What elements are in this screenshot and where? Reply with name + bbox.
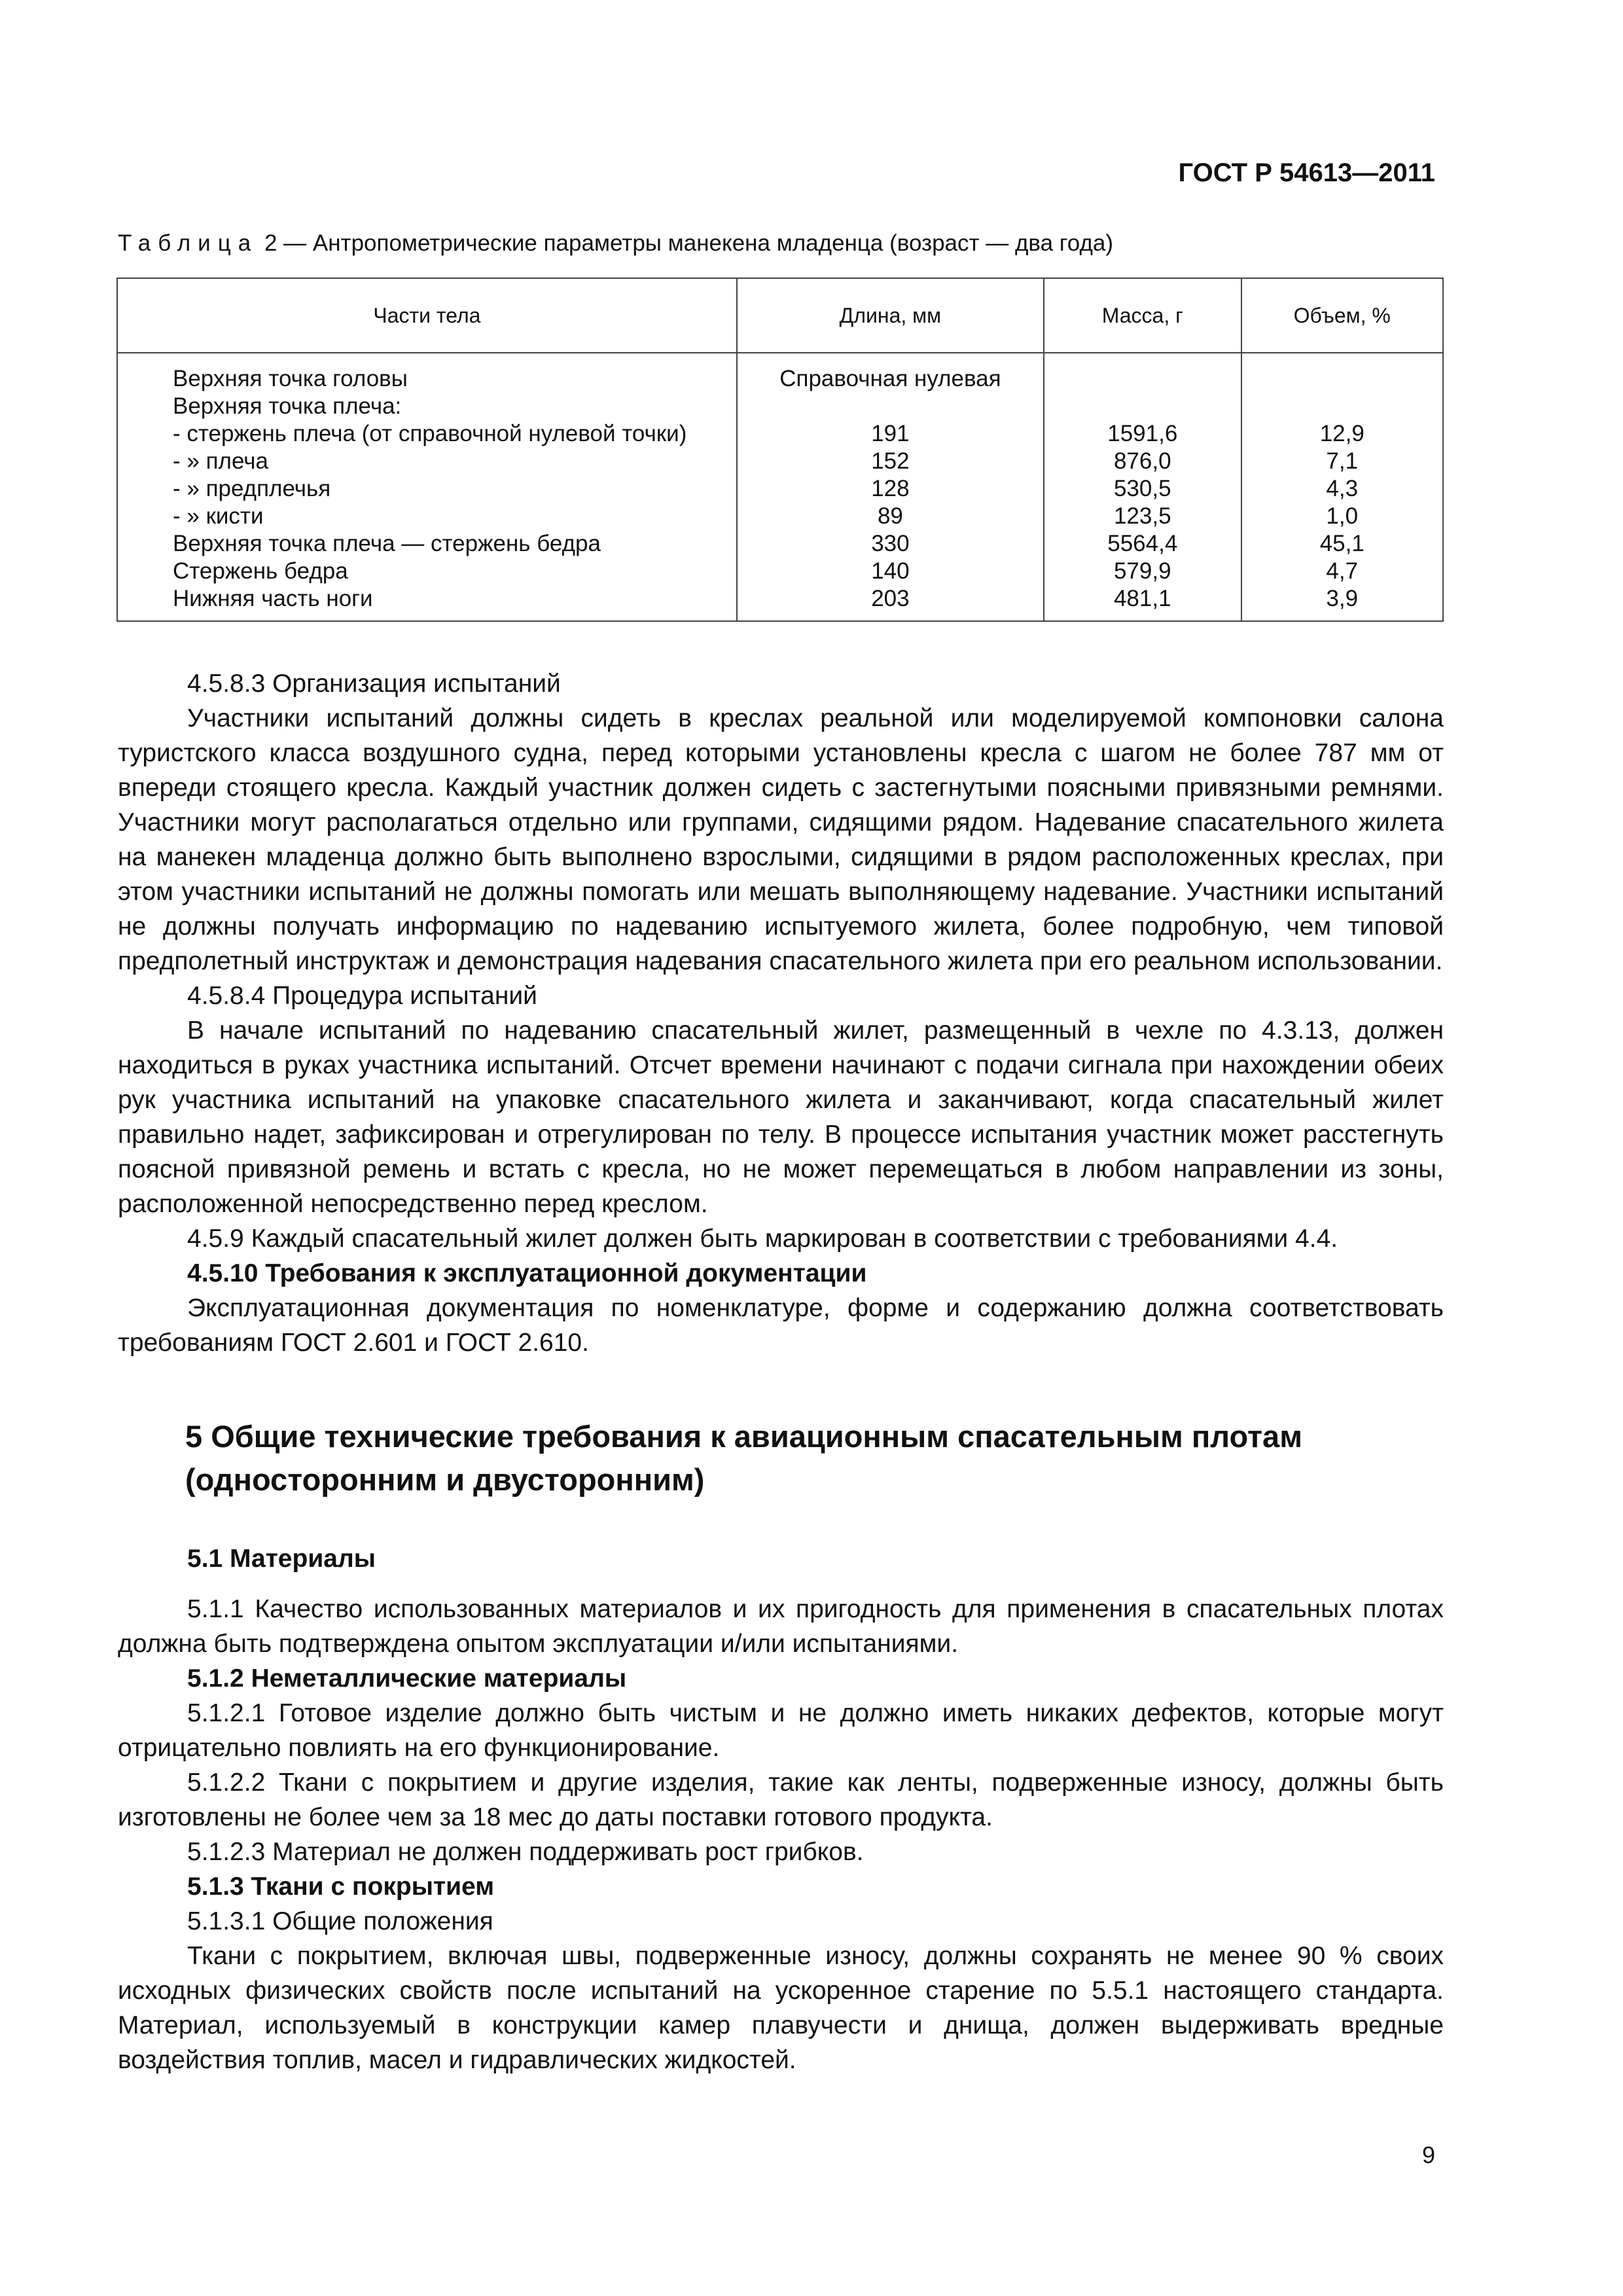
paragraph: 5.1.2.2 Ткани с покрытием и другие изделия, такие как ленты, подверженные износу, должны быть изготовлены не более чем за 18 мес до даты поставки готового продукта. xyxy=(118,1768,1444,1831)
subsection-heading: 5.1.2 Неметаллические материалы xyxy=(187,1664,627,1693)
paragraph: 4.5.9 Каждый спасательный жилет должен быть маркирован в соответствии с требованиями 4.4. xyxy=(187,1225,1338,1253)
cell-length: 152 xyxy=(737,448,1044,475)
cell-volume: 1,0 xyxy=(1241,503,1444,530)
cell-body-part: Верхняя точка плеча — стержень бедра xyxy=(117,530,737,558)
table-row xyxy=(117,558,1443,585)
paragraph: Участники испытаний должны сидеть в креслах реальной или моделируемой компоновки салона туристского класса воздушного судна, перед которыми установлены кресла с шагом не более 787 мм от впереди стоящего кресла. Каждый участник должен сидеть с застегнутыми поясными привязными ремнями. Участники могут располагаться отдельно или группами, сидящими рядом. Надевание спасательного жилета на манекен младенца должно быть выполнено взрослыми, сидящими в рядом расположенных креслах, при этом участники испытаний не должны помогать или мешать выполняющему надевание. Участники испытаний не должны получать информацию по надеванию испытуемого жилета, более подробную, чем типовой предполетный инструктаж и демонстрация надевания спасательного жилета при его реальном использовании. xyxy=(118,704,1444,975)
cell-mass: 530,5 xyxy=(1044,475,1241,503)
document-code: ГОСТ Р 54613—2011 xyxy=(1178,158,1435,187)
paragraph: Ткани с покрытием, включая швы, подверженные износу, должны сохранять не менее 90 % своих исходных физических свойств после испытаний на ускоренное старение по 5.5.1 настоящего стандарта. Материал, используемый в конструкции камер плавучести и днища, должен выдерживать вредные воздействия топлив, масел и гидравлических жидкостей. xyxy=(118,1942,1444,2074)
cell-length: 89 xyxy=(737,503,1044,530)
paragraph: 5.1.2.1 Готовое изделие должно быть чистым и не должно иметь никаких дефектов, которые могут отрицательно повлиять на его функционирование. xyxy=(118,1699,1444,1762)
cell-length: 203 xyxy=(737,585,1044,621)
cell-length: 140 xyxy=(737,558,1044,585)
column-header-body-parts: Части тела xyxy=(117,278,737,353)
cell-body-part: Стержень бедра xyxy=(117,558,737,585)
table-row xyxy=(117,420,1443,448)
cell-length xyxy=(737,393,1044,420)
paragraph: 5.1.2.3 Материал не должен поддерживать рост грибков. xyxy=(187,1838,864,1866)
cell-mass: 481,1 xyxy=(1044,585,1241,621)
subsection-heading: 5.1 Материалы xyxy=(187,1545,376,1573)
subsection-heading: 5.1.3 Ткани с покрытием xyxy=(187,1873,495,1901)
cell-volume: 4,7 xyxy=(1241,558,1444,585)
paragraph: 5.1.1 Качество использованных материалов и их пригодность для применения в спасательных плотах должна быть подтверждена опытом эксплуатации и/или испытаниями. xyxy=(118,1595,1444,1658)
cell-volume: 12,9 xyxy=(1241,420,1444,448)
cell-volume: 3,9 xyxy=(1241,585,1444,621)
cell-volume: 7,1 xyxy=(1241,448,1444,475)
cell-body-part: Нижняя часть ноги xyxy=(117,585,737,621)
table-row xyxy=(117,475,1443,503)
cell-length: 128 xyxy=(737,475,1044,503)
paragraph: Эксплуатационная документация по номенклатуре, форме и содержанию должна соответствовать требованиям ГОСТ 2.601 и ГОСТ 2.610. xyxy=(118,1294,1444,1357)
paragraph: 5.1.3.1 Общие положения xyxy=(187,1907,493,1935)
table-caption xyxy=(118,230,1113,257)
cell-body-part: Верхняя точка плеча: xyxy=(117,393,737,420)
section-5-heading: 5 Общие технические требования к авиационным спасательным плотам (односторонним и двусторонним) xyxy=(185,1419,1302,1497)
table-caption-prefix: Таблица xyxy=(118,230,259,256)
anthropometric-table xyxy=(116,278,1444,622)
cell-length: 191 xyxy=(737,420,1044,448)
cell-body-part: - » плеча xyxy=(117,448,737,475)
cell-volume: 45,1 xyxy=(1241,530,1444,558)
cell-length: Справочная нулевая xyxy=(737,353,1044,393)
cell-volume xyxy=(1241,393,1444,420)
column-header-length: Длина, мм xyxy=(737,278,1044,353)
cell-mass: 5564,4 xyxy=(1044,530,1241,558)
column-header-mass: Масса, г xyxy=(1044,278,1241,353)
cell-mass: 1591,6 xyxy=(1044,420,1241,448)
paragraph: 4.5.8.4 Процедура испытаний xyxy=(187,982,537,1010)
cell-volume: 4,3 xyxy=(1241,475,1444,503)
page-number: 9 xyxy=(1421,2142,1435,2168)
cell-body-part: Верхняя точка головы xyxy=(117,353,737,393)
cell-mass xyxy=(1044,353,1241,393)
table-row xyxy=(117,393,1443,420)
cell-body-part: - стержень плеча (от справочной нулевой точки) xyxy=(117,420,737,448)
cell-body-part: - » предплечья xyxy=(117,475,737,503)
table-row xyxy=(117,530,1443,558)
table-row xyxy=(117,503,1443,530)
cell-length: 330 xyxy=(737,530,1044,558)
cell-mass xyxy=(1044,393,1241,420)
section-4-text xyxy=(118,666,1444,1360)
cell-body-part: - » кисти xyxy=(117,503,737,530)
table-row xyxy=(117,353,1443,393)
cell-volume xyxy=(1241,353,1444,393)
column-header-volume: Объем, % xyxy=(1241,278,1444,353)
section-5-text xyxy=(118,1541,1444,2077)
cell-mass: 876,0 xyxy=(1044,448,1241,475)
paragraph: В начале испытаний по надеванию спасательный жилет, размещенный в чехле по 4.3.13, должен находиться в руках участника испытаний. Отсчет времени начинают с подачи сигнала при нахождении обеих рук участника испытаний на упаковке спасательного жилета и заканчивают, когда спасательный жилет правильно надет, зафиксирован и отрегулирован по телу. В процессе испытания участник может расстегнуть поясной привязной ремень и встать с кресла, но не может перемещаться в любом направлении из зоны, расположенной непосредственно перед креслом. xyxy=(118,1016,1444,1218)
subsection-heading: 4.5.10 Требования к эксплуатационной документации xyxy=(187,1259,867,1287)
paragraph: 4.5.8.3 Организация испытаний xyxy=(187,670,561,698)
table-row xyxy=(117,448,1443,475)
table-header-row xyxy=(117,278,1443,353)
table-caption-text: 2 — Антропометрические параметры манекена младенца (возраст — два года) xyxy=(258,230,1114,256)
cell-mass: 123,5 xyxy=(1044,503,1241,530)
cell-mass: 579,9 xyxy=(1044,558,1241,585)
table-row xyxy=(117,585,1443,621)
